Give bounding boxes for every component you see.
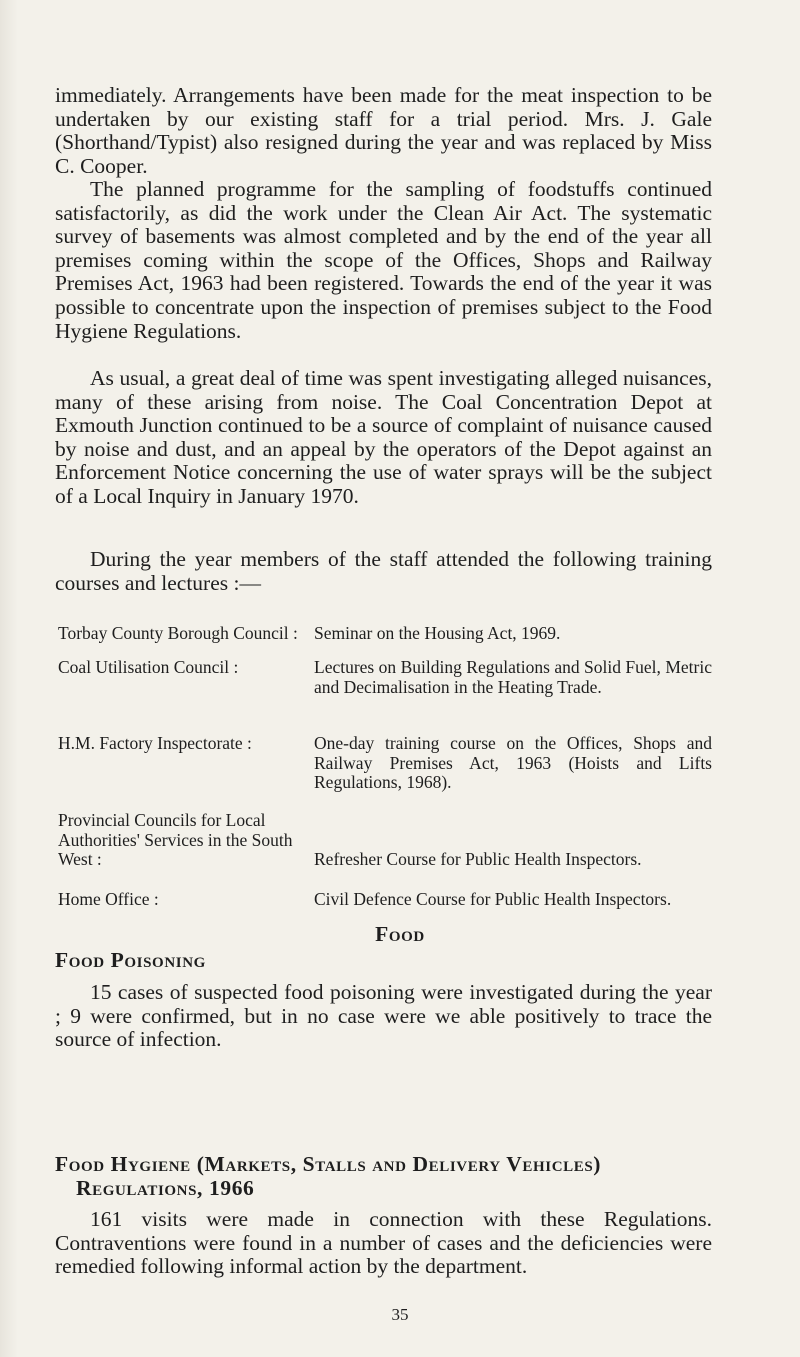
paragraph-nuisances: As usual, a great deal of time was spent investigating alleged nuisances, many of these arising from noise. The Coal Concentration Depot at Exmouth Junction continued to be a source of complaint of nuisance caused by noise and dust, and an appeal by the operators of the Depot against an Enforcement Notice concerning the use of water sprays will be the subject of a Local Inquiry in January 1970. xyxy=(55,366,712,508)
page-number: 35 xyxy=(391,1305,409,1324)
food-hygiene-heading-cont: Regulations, 1966 xyxy=(76,1176,255,1200)
section-title: Food xyxy=(375,922,425,946)
course-description: Lectures on Building Regulations and Solid Fuel, Metric and Decimalisation in the Heating Trade. xyxy=(314,657,712,697)
paragraph-programme: The planned programme for the sampling of foodstuffs continued satisfactorily, as did the work under the Clean Air Act. The systematic survey of basements was almost completed and by the end of the year all premises coming within the scope of the Offices, Shops and Railway Premises Act, 1963 had been registered. Towards the end of the year it was possible to concentrate upon the inspection of premises subject to the Food Hygiene Regulations. xyxy=(55,177,712,343)
course-description: Refresher Course for Public Health Inspectors. xyxy=(314,849,642,869)
course-organisation: H.M. Factory Inspectorate : xyxy=(58,733,252,753)
course-organisation: Home Office : xyxy=(58,889,159,909)
food-poisoning-paragraph: 15 cases of suspected food poisoning were investigated during the year ; 9 were confirmed, but in no case were we able positively to trace the source of infection. xyxy=(55,980,712,1052)
course-description: Seminar on the Housing Act, 1969. xyxy=(314,623,561,643)
course-organisation: Torbay County Borough Council : xyxy=(58,623,298,643)
course-description: One-day training course on the Offices, Shops and Railway Premises Act, 1963 (Hoists and Lifts Regulations, 1968). xyxy=(314,733,712,793)
food-poisoning-heading: Food Poisoning xyxy=(55,948,206,972)
course-organisation: Provincial Councils for Local Authorities' Services in the South West : xyxy=(58,810,293,870)
paragraph-staff-changes: immediately. Arrangements have been made for the meat inspection to be undertaken by our existing staff for a trial period. Mrs. J. Gale (Shorthand/Typist) also resigned during the year and was replaced by Miss C. Cooper. xyxy=(55,83,712,178)
paragraph-training-intro: During the year members of the staff attended the following training courses and lectures :— xyxy=(55,547,712,595)
food-hygiene-heading: Food Hygiene (Markets, Stalls and Delivery Vehicles) xyxy=(55,1152,602,1176)
food-hygiene-paragraph: 161 visits were made in connection with these Regulations. Contraventions were found in a number of cases and the deficiencies were remedied following informal action by the department. xyxy=(55,1207,712,1279)
course-organisation: Coal Utilisation Council : xyxy=(58,657,239,677)
course-description: Civil Defence Course for Public Health Inspectors. xyxy=(314,889,672,909)
